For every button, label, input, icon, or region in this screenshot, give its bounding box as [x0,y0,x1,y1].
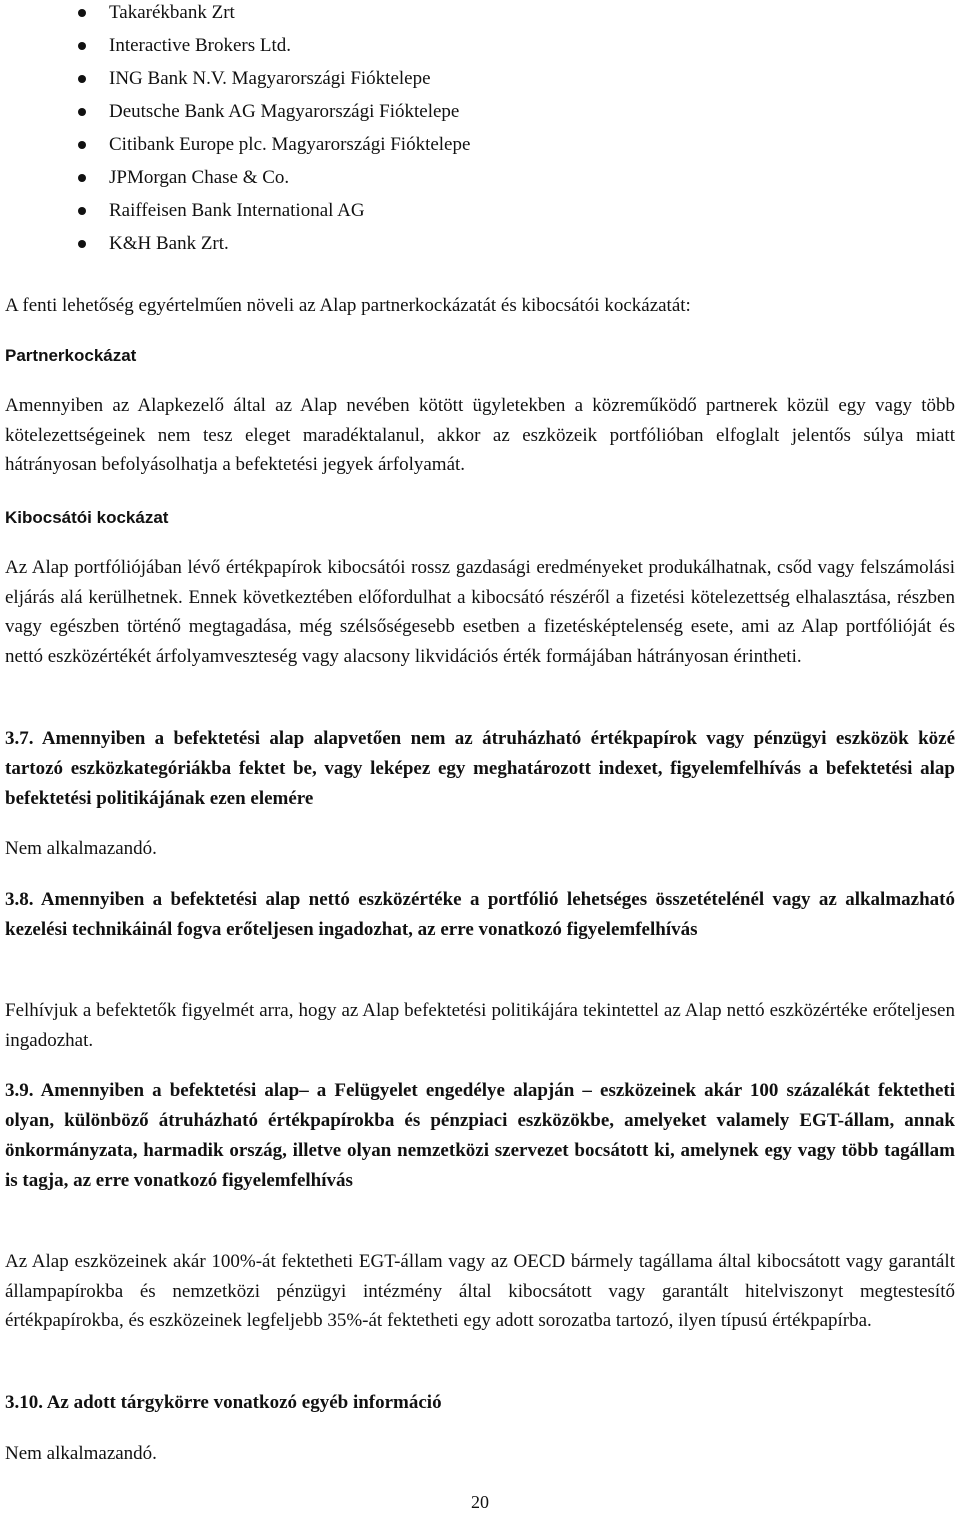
section-number: 3.8. [5,889,34,910]
bank-list [5,0,470,260]
page-number: 20 [471,1492,489,1512]
section-title: Amennyiben a befektetési alap nettó eszközértéke a portfólió lehetséges összetételénél vagy az alkalmazható kezelési technikáinál fogva erőteljesen ingadozhat, az erre vonatkozó figyelemfelhívás [5,889,955,940]
list-item [5,161,470,194]
section-number: 3.7. [5,728,34,749]
bank-name: Deutsche Bank AG Magyarországi Fióktelepe [109,101,460,122]
partner-risk-paragraph: Amennyiben az Alapkezelő által az Alap nevében kötött ügyletekben a közreműködő partnerek közül egy vagy több kötelezettségeinek nem tesz eleget maradéktalanul, akkor az eszközeik portfólióban elfoglalt jelentős súlya miatt hátrányosan befolyásolhatja a befektetési jegyek árfolyamát. [5,395,955,476]
bank-name: Citibank Europe plc. Magyarországi Fióktelepe [109,134,471,155]
bullet-icon [78,207,86,215]
section-3-9-heading [5,1076,955,1196]
section-3-7-heading [5,724,955,814]
list-item [5,227,470,260]
bullet-icon [78,108,86,116]
section-3-10-text: Nem alkalmazandó. [5,1443,157,1464]
bank-name: ING Bank N.V. Magyarországi Fióktelepe [109,68,431,89]
list-item [5,95,470,128]
bullet-icon [78,174,86,182]
section-3-10-heading [5,1388,955,1418]
bullet-icon [78,9,86,17]
bank-name: Raiffeisen Bank International AG [109,200,365,221]
bullet-icon [78,240,86,248]
bank-name: Takarékbank Zrt [109,2,235,23]
section-title: Az adott tárgykörre vonatkozó egyéb információ [46,1392,442,1413]
section-title: Amennyiben a befektetési alap– a Felügyelet engedélye alapján – eszközeinek akár 100 százalékát fektetheti olyan, különböző átruházható értékpapírokba és pénzpiaci eszközökbe, amelyeket valamely EGT-állam, annak önkormányzata, harmadik ország, illetve olyan nemzetközi szervezet bocsátott ki, amelynek egy vagy több tagállam is tagja, az erre vonatkozó figyelemfelhívás [5,1080,956,1191]
list-item [5,194,470,227]
bank-name: Interactive Brokers Ltd. [109,35,292,56]
bullet-icon [78,42,86,50]
list-item [5,29,470,62]
partner-risk-heading: Partnerkockázat [5,346,137,365]
section-title: Amennyiben a befektetési alap alapvetően nem az átruházható értékpapírok vagy pénzügyi eszközök közé tartozó eszközkategóriákba fektet be, vagy leképez egy meghatározott indexet, figyelemfelhívás a befektetési alap befektetési politikájának ezen elemére [5,728,955,809]
section-3-8-text: Felhívjuk a befektetők figyelmét arra, hogy az Alap befektetési politikájára tekintettel az Alap nettó eszközértéke erőteljesen ingadozhat. [5,1000,955,1051]
bullet-icon [78,75,86,83]
section-3-7-text: Nem alkalmazandó. [5,838,157,859]
issuer-risk-heading: Kibocsátói kockázat [5,508,169,527]
section-3-8-heading [5,885,955,945]
list-item [5,0,470,29]
section-3-9-text: Az Alap eszközeinek akár 100%-át fektetheti EGT-állam vagy az OECD bármely tagállama által kibocsátott vagy garantált állampapírokba és nemzetközi pénzügyi intézmény által kibocsátott vagy garantált hitelviszonyt megtestesítő értékpapírokba, és eszközeinek legfeljebb 35%-át fektetheti egy adott sorozatba tartozó, ilyen típusú értékpapírba. [5,1251,955,1332]
section-number: 3.9. [5,1080,34,1101]
bank-name: JPMorgan Chase & Co. [109,167,290,188]
list-item [5,128,470,161]
intro-paragraph: A fenti lehetőség egyértelműen növeli az Alap partnerkockázatát és kibocsátói kockázatát: [5,295,691,316]
bank-name: K&H Bank Zrt. [109,233,229,254]
bullet-icon [78,141,86,149]
list-item [5,62,470,95]
section-number: 3.10. [5,1392,43,1413]
issuer-risk-paragraph: Az Alap portfóliójában lévő értékpapírok kibocsátói rossz gazdasági eredményeket produkálhatnak, csőd vagy felszámolási eljárás alá kerülhetnek. Ennek következtében előfordulhat a kibocsátó részéről a fizetési kötelezettség elhalasztása, részben vagy egészben történő megtagadása, még szélsőségesebb esetben a fizetésképtelenség esete, ami az Alap portfólióját és nettó eszközértékét árfolyamveszteség vagy alacsony likvidációs érték formájában hátrányosan érintheti. [5,557,955,668]
